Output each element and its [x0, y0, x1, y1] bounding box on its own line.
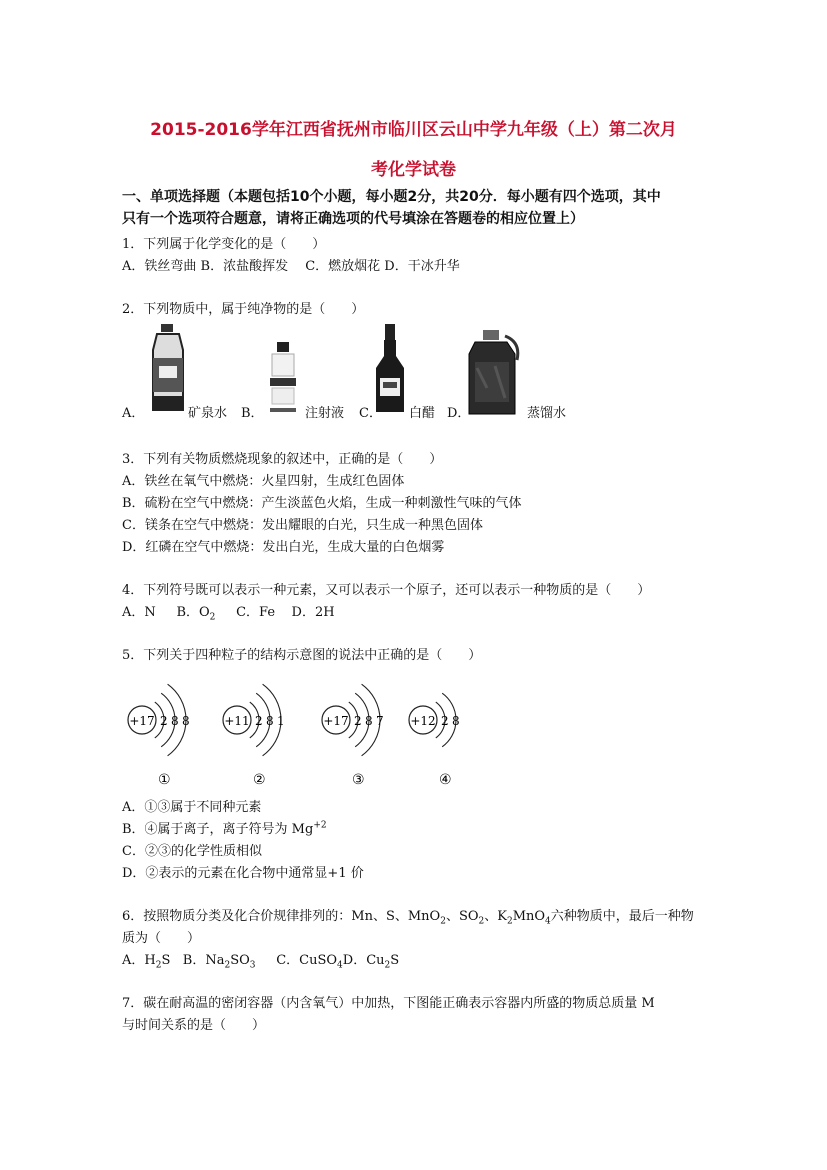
- electron-count: 2: [354, 714, 362, 728]
- atom-diagram-2: [221, 670, 317, 790]
- q6-option-b: B．$Na_2SO_3$: [182, 953, 256, 971]
- injection-vial-image: [266, 340, 300, 420]
- electron-count: 7: [376, 714, 384, 728]
- electron-count: 8: [182, 714, 190, 728]
- atom-diagram-3: [320, 670, 416, 790]
- q4-stem: 4．下列符号既可以表示一种元素，又可以表示一个原子，还可以表示一种物质的是（ ）: [122, 583, 651, 598]
- q6-stem: 6．按照物质分类及化合价规律排列的：Mn、S、MnO$_2$、$SO_2$、$K_2MnO_4$六种物质中，最后一种物: [122, 909, 694, 927]
- atom-diagram-4: [407, 670, 503, 790]
- q1-stem: 1．下列属于化学变化的是（ ）: [122, 237, 326, 252]
- q6-option-a: A．$H_2S$: [122, 953, 171, 971]
- atom-mark: ③: [352, 772, 365, 788]
- distilled-water-bottle-image: [465, 328, 523, 420]
- section-heading-line2: 只有一个选项符合题意，请将正确选项的代号填涂在答题卷的相应位置上）: [122, 211, 584, 227]
- nucleus-charge: +17: [323, 714, 349, 728]
- q2-label-d: 蒸馏水: [527, 406, 567, 421]
- q3-option-d: D．红磷在空气中燃烧：发出白光，生成大量的白色烟雾: [122, 540, 445, 555]
- q2-option-c: C．: [359, 406, 382, 421]
- q5-option-b: B．④属于离子，离子符号为 $Mg^{+2}$: [122, 820, 327, 837]
- q2-label-b: 注射液: [305, 406, 345, 421]
- q5-option-a: A．①③属于不同种元素: [122, 800, 262, 815]
- q6-option-d: D．$Cu_2S$: [342, 953, 400, 971]
- q4-options: [122, 601, 335, 623]
- q5-stem: 5．下列关于四种粒子的结构示意图的说法中正确的是（ ）: [122, 648, 482, 663]
- q3-stem: 3．下列有关物质燃烧现象的叙述中，正确的是（ ）: [122, 452, 443, 467]
- atom-mark: ④: [439, 772, 452, 788]
- atom-mark: ①: [158, 772, 171, 788]
- electron-count: 1: [277, 714, 285, 728]
- q5-option-c: C．②③的化学性质相似: [122, 844, 262, 859]
- q1-options: A．铁丝弯曲 B．浓盐酸挥发 C．燃放烟花 D．干冰升华: [122, 259, 460, 274]
- q7-stem-line2: 与时间关系的是（ ）: [122, 1018, 266, 1033]
- nucleus-charge: +11: [224, 714, 250, 728]
- q2-label-a: 矿泉水: [188, 406, 228, 421]
- exam-title-line2: 考化学试卷: [371, 160, 456, 180]
- electron-count: 2: [255, 714, 263, 728]
- electron-count: 8: [452, 714, 460, 728]
- electron-count: 8: [171, 714, 179, 728]
- exam-title-line1: 2015-2016学年江西省抚州市临川区云山中学九年级（上）第二次月: [150, 120, 677, 140]
- electron-count: 8: [365, 714, 373, 728]
- q2-label-c: 白醋: [409, 406, 436, 421]
- q6-options: [122, 949, 399, 971]
- q4-option-c: C．Fe: [236, 605, 276, 620]
- atom-diagram-1: [126, 670, 222, 790]
- q4-option-d: D．2H: [291, 605, 335, 620]
- q4-option-b: B．$O_2$: [176, 605, 216, 623]
- q7-stem: 7．碳在耐高温的密闭容器（内含氧气）中加热，下图能正确表示容器内所盛的物质总质量 M: [122, 996, 655, 1011]
- q6-stem-line2: 质为（ ）: [122, 931, 201, 946]
- section-heading-line1: 一、单项选择题（本题包括10个小题，每小题2分，共20分．每小题有四个选项，其中: [122, 189, 661, 205]
- electron-count: 2: [441, 714, 449, 728]
- q6-option-c: C．CuSO$_4$: [276, 953, 343, 971]
- q4-option-a: A．N: [122, 605, 156, 620]
- q2-stem: 2．下列物质中，属于纯净物的是（ ）: [122, 302, 365, 317]
- q3-option-b: B．硫粉在空气中燃烧：产生淡蓝色火焰，生成一种刺激性气味的气体: [122, 496, 522, 511]
- nucleus-charge: +17: [129, 714, 155, 728]
- mineral-water-bottle-image: [147, 322, 189, 418]
- q3-option-a: A．铁丝在氧气中燃烧：火星四射，生成红色固体: [122, 474, 405, 489]
- nucleus-charge: +12: [410, 714, 436, 728]
- q2-option-b: B．: [241, 406, 264, 421]
- q3-option-c: C．镁条在空气中燃烧：发出耀眼的白光，只生成一种黑色固体: [122, 518, 483, 533]
- electron-count: 2: [160, 714, 168, 728]
- q5-option-d: D．②表示的元素在化合物中通常显+1 价: [122, 866, 364, 881]
- electron-count: 8: [266, 714, 274, 728]
- q2-option-a: A．: [122, 406, 145, 421]
- atom-mark: ②: [253, 772, 266, 788]
- q2-option-d: D．: [447, 406, 471, 421]
